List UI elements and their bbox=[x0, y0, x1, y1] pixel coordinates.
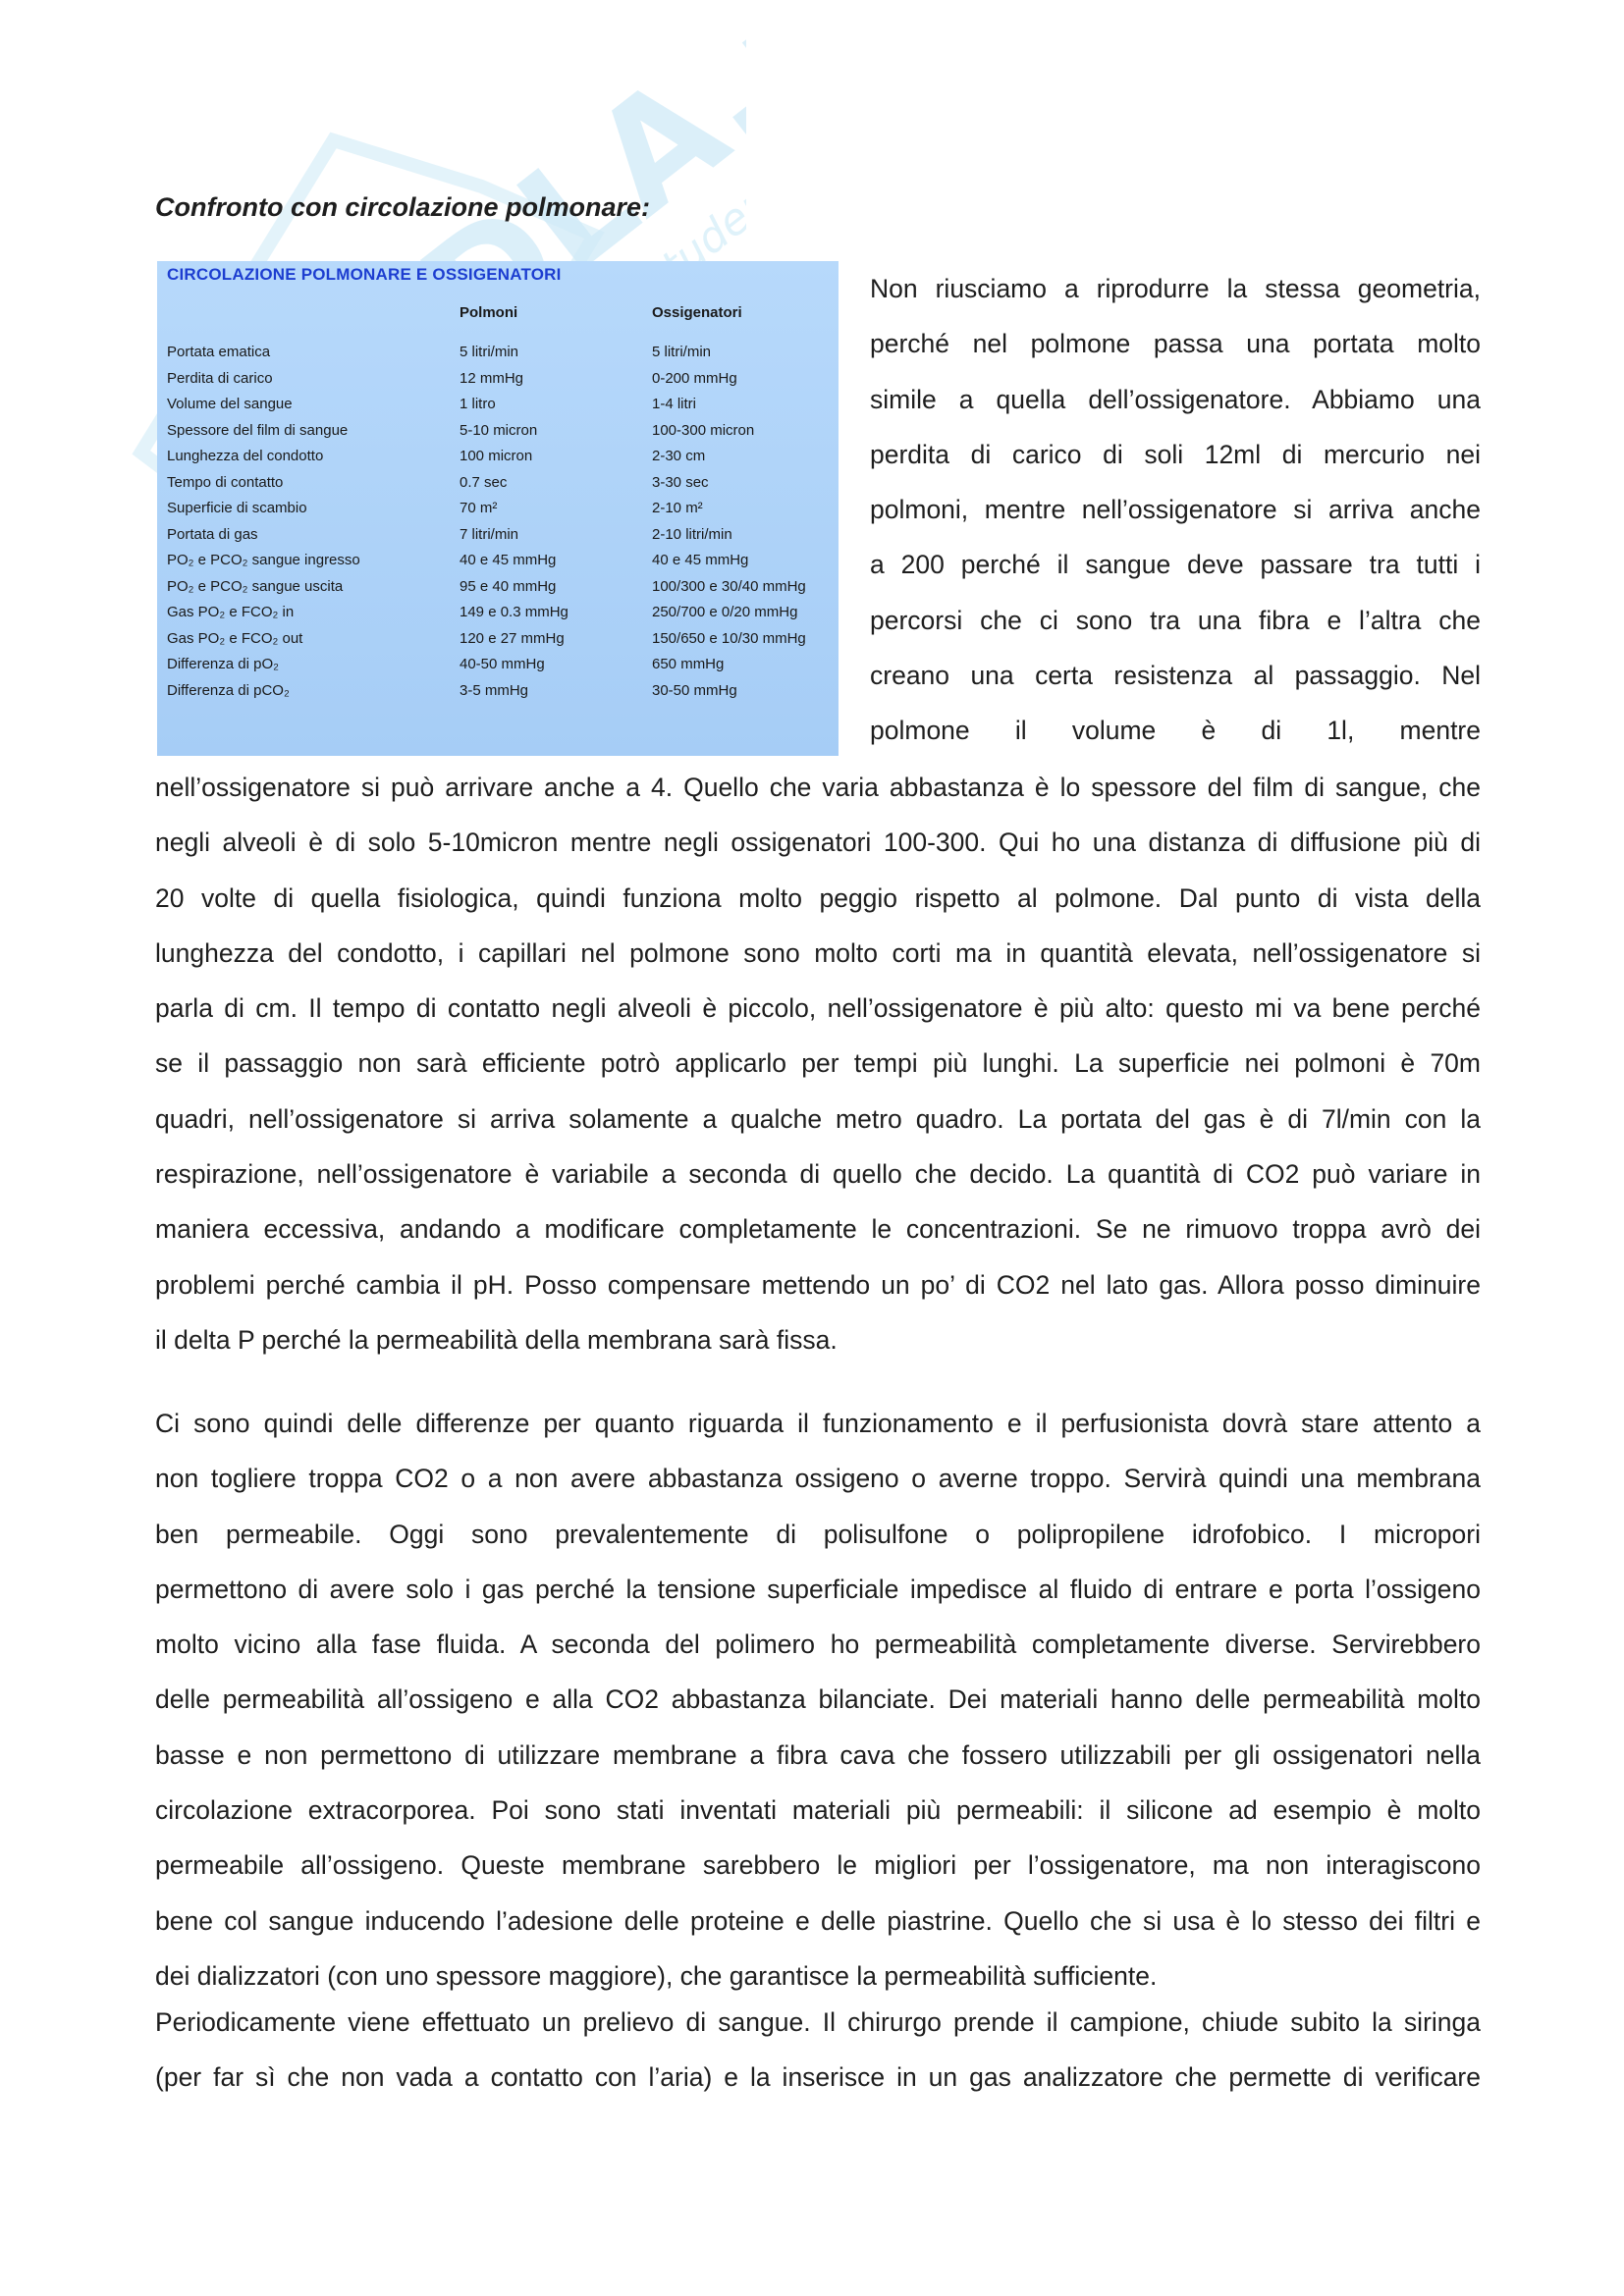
table-cell: 2-30 cm bbox=[652, 448, 706, 464]
table-cell: Portata di gas bbox=[167, 525, 258, 543]
text-line: non togliere troppa CO2 o a non avere abbastanza ossigeno o averne troppo. Servirà quindi una membrana bbox=[155, 1464, 1481, 1494]
paragraph-2 bbox=[155, 1396, 1481, 2003]
table-cell: 12 mmHg bbox=[460, 369, 524, 387]
text-line: Non riusciamo a riprodurre la stessa geometria, bbox=[870, 274, 1481, 303]
table-cell: Gas PO₂ e FCO₂ in bbox=[167, 604, 295, 620]
table-row bbox=[157, 500, 839, 523]
table-cell: 2-10 litri/min bbox=[652, 525, 732, 543]
table-row bbox=[157, 474, 839, 498]
text-line: se il passaggio non sarà efficiente potrò applicarlo per tempi più lunghi. La superficie nei polmoni è 70m bbox=[155, 1048, 1481, 1079]
text-line: circolazione extracorporea. Poi sono stati inventati materiali più permeabili: il silicone ad esempio è molto bbox=[155, 1795, 1481, 1826]
table-cell: Gas PO₂ e FCO₂ out bbox=[167, 629, 303, 647]
table-cell: Perdita di carico bbox=[167, 369, 273, 387]
text-line: Periodicamente viene effettuato un prelievo di sangue. Il chirurgo prende il campione, chiude subito la siringa bbox=[155, 2007, 1481, 2037]
table-row bbox=[157, 604, 839, 627]
table-cell: 1-4 litri bbox=[652, 396, 697, 412]
table-row bbox=[157, 578, 839, 602]
table-cell: Volume del sangue bbox=[167, 396, 293, 412]
table-cell: 7 litri/min bbox=[460, 525, 519, 543]
text-line: parla di cm. Il tempo di contatto negli alveoli è piccolo, nell’ossigenatore è più alto: questo mi va bene perché bbox=[155, 993, 1481, 1024]
table-cell: 120 e 27 mmHg bbox=[460, 629, 565, 647]
comparison-table-figure bbox=[157, 261, 839, 756]
table-cell: 150/650 e 10/30 mmHg bbox=[652, 629, 806, 647]
text-line: negli alveoli è di solo 5-10micron mentre negli ossigenatori 100-300. Qui ho una distanza di diffusione più di bbox=[155, 828, 1481, 858]
table-row bbox=[157, 448, 839, 471]
table-row bbox=[157, 344, 839, 367]
table-cell: 250/700 e 0/20 mmHg bbox=[652, 604, 798, 620]
table-cell: Portata ematica bbox=[167, 344, 271, 360]
table-cell: 100 micron bbox=[460, 448, 533, 464]
text-line: creano una certa resistenza al passaggio. Nel bbox=[870, 661, 1481, 691]
table-cell: 100-300 micron bbox=[652, 421, 755, 439]
table-cell: 5 litri/min bbox=[460, 344, 519, 360]
text-line: maniera eccessiva, andando a modificare completamente le concentrazioni. Se ne rimuovo troppa avrò dei bbox=[155, 1214, 1481, 1245]
table-cell: 1 litro bbox=[460, 396, 496, 412]
text-line: problemi perché cambia il pH. Posso compensare mettendo un po’ di CO2 nel lato gas. Allora posso diminuire bbox=[155, 1269, 1481, 1300]
table-cell: 0-200 mmHg bbox=[652, 369, 737, 387]
text-line: dei dializzatori (con uno spessore maggiore), che garantisce la permeabilità sufficiente. bbox=[155, 1960, 1158, 1991]
text-line: (per far sì che non vada a contatto con l’aria) e la inserisce in un gas analizzatore che permette di verificare bbox=[155, 2062, 1481, 2093]
table-row bbox=[157, 630, 839, 654]
text-line: polmoni, mentre nell’ossigenatore si arriva anche bbox=[870, 495, 1481, 525]
table-row bbox=[157, 526, 839, 550]
table-cell: 95 e 40 mmHg bbox=[460, 577, 557, 595]
table-cell: 149 e 0.3 mmHg bbox=[460, 604, 568, 620]
text-line: lunghezza del condotto, i capillari nel polmone sono molto corti ma in quantità elevata, nell’ossigenatore si bbox=[155, 937, 1481, 968]
table-cell: 5-10 micron bbox=[460, 421, 538, 439]
text-line: perdita di carico di soli 12ml di mercurio nei bbox=[870, 439, 1481, 469]
table-cell: Tempo di contatto bbox=[167, 473, 284, 491]
table-cell: Superficie di scambio bbox=[167, 500, 307, 516]
table-cell: PO₂ e PCO₂ sangue uscita bbox=[167, 577, 344, 595]
text-line: polmone il volume è di 1l, mentre bbox=[870, 716, 1481, 746]
table-cell: 40-50 mmHg bbox=[460, 656, 545, 672]
side-paragraph bbox=[870, 261, 1481, 759]
text-line: perché nel polmone passa una portata molto bbox=[870, 329, 1481, 359]
text-line: permeabile all’ossigeno. Queste membrane sarebbero le migliori per l’ossigenatore, ma non interagiscono bbox=[155, 1850, 1481, 1881]
text-line: il delta P perché la permeabilità della membrana sarà fissa. bbox=[155, 1324, 838, 1355]
table-row bbox=[157, 682, 839, 706]
text-line: quadri, nell’ossigenatore si arriva solamente a qualche metro quadro. La portata del gas è di 7l/min con la bbox=[155, 1103, 1481, 1134]
paragraph-3 bbox=[155, 1995, 1481, 2106]
table-cell: Spessore del film di sangue bbox=[167, 421, 349, 439]
table-cell: 0.7 sec bbox=[460, 473, 508, 491]
text-line: permettono di avere solo i gas perché la tensione superficiale impedisce al fluido di entrare e porta l’ossigeno bbox=[155, 1574, 1481, 1604]
table-cell: Lunghezza del condotto bbox=[167, 448, 324, 464]
table-cell: 100/300 e 30/40 mmHg bbox=[652, 577, 806, 595]
table-cell: 2-10 m² bbox=[652, 500, 703, 516]
column-head-ossigenatori: Ossigenatori bbox=[652, 304, 742, 321]
table-cell: 5 litri/min bbox=[652, 344, 712, 360]
table-cell: 3-30 sec bbox=[652, 473, 709, 491]
figure-title: CIRCOLAZIONE POLMONARE E OSSIGENATORI bbox=[167, 265, 562, 284]
text-line: basse e non permettono di utilizzare membrane a fibra cava che fossero utilizzabili per gli ossigenatori nella bbox=[155, 1739, 1481, 1770]
text-line: molto vicino alla fase fluida. A seconda del polimero ho permeabilità completamente diverse. Servirebbero bbox=[155, 1629, 1481, 1660]
table-cell: 40 e 45 mmHg bbox=[652, 552, 749, 568]
table-cell: 3-5 mmHg bbox=[460, 681, 529, 699]
text-line: nell’ossigenatore si può arrivare anche a 4. Quello che varia abbastanza è lo spessore del film di sangue, che bbox=[155, 773, 1481, 802]
text-line: percorsi che ci sono tra una fibra e l’altra che bbox=[870, 605, 1481, 635]
text-line: respirazione, nell’ossigenatore è variabile a seconda di quello che decido. La quantità di CO2 può variare in bbox=[155, 1159, 1481, 1190]
text-line: a 200 perché il sangue deve passare tra tutti i bbox=[870, 550, 1481, 580]
table-cell: PO₂ e PCO₂ sangue ingresso bbox=[167, 552, 360, 568]
paragraph-1 bbox=[155, 760, 1481, 1367]
table-cell: 30-50 mmHg bbox=[652, 681, 737, 699]
section-heading: Confronto con circolazione polmonare: bbox=[155, 192, 651, 222]
table-row bbox=[157, 656, 839, 679]
table-row bbox=[157, 552, 839, 575]
table-row bbox=[157, 422, 839, 446]
text-line: bene col sangue inducendo l’adesione delle proteine e delle piastrine. Quello che si usa è lo stesso dei filtri e bbox=[155, 1905, 1481, 1936]
text-line: Ci sono quindi delle differenze per quanto riguarda il funzionamento e il perfusionista dovrà stare attento a bbox=[155, 1409, 1481, 1438]
table-cell: 650 mmHg bbox=[652, 656, 725, 672]
table-row bbox=[157, 396, 839, 419]
table-cell: 70 m² bbox=[460, 500, 498, 516]
table-cell: Differenza di pO₂ bbox=[167, 656, 279, 672]
table-cell: Differenza di pCO₂ bbox=[167, 681, 290, 699]
table-row bbox=[157, 370, 839, 394]
text-line: ben permeabile. Oggi sono prevalentemente di polisulfone o polipropilene idrofobico. I micropori bbox=[155, 1519, 1481, 1549]
column-head-polmoni: Polmoni bbox=[460, 304, 518, 321]
text-line: 20 volte di quella fisiologica, quindi funziona molto peggio rispetto al polmone. Dal punto di vista della bbox=[155, 882, 1481, 913]
text-line: delle permeabilità all’ossigeno e alla CO2 abbastanza bilanciate. Dei materiali hanno delle permeabilità molto bbox=[155, 1684, 1481, 1715]
text-line: simile a quella dell’ossigenatore. Abbiamo una bbox=[870, 384, 1481, 414]
table-cell: 40 e 45 mmHg bbox=[460, 552, 557, 568]
